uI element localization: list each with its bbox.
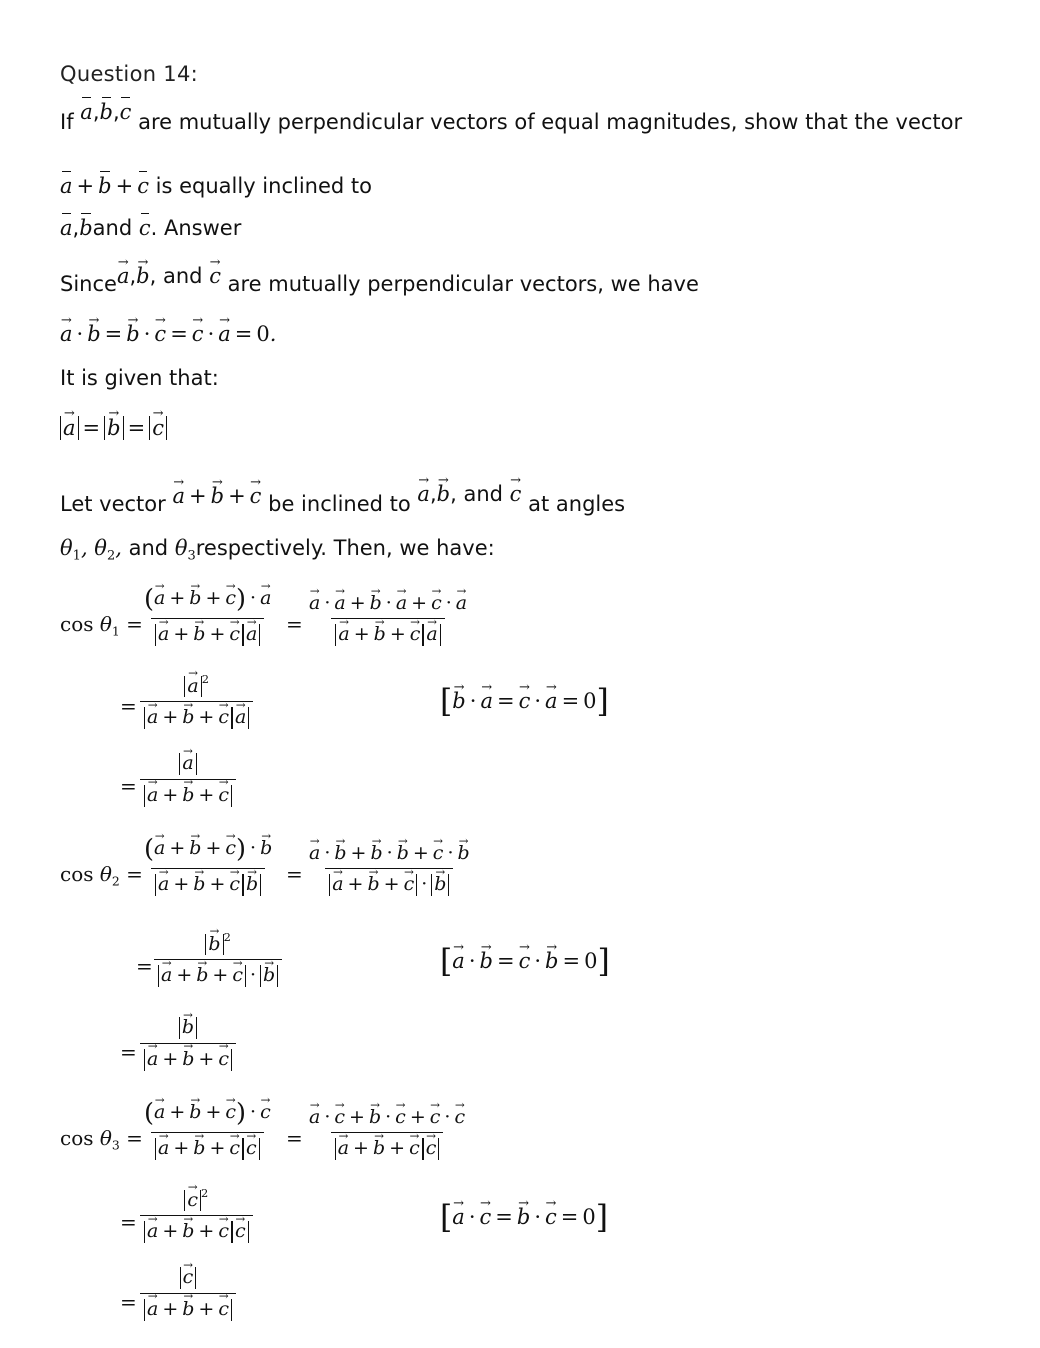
math-symbol-cos: cos bbox=[60, 1126, 94, 1150]
math-symbol-b: b → bbox=[334, 842, 346, 864]
math-symbol-b: b → bbox=[434, 874, 446, 896]
thetas-line: $\theta_1$, $\theta_2$, and $\theta_3respectively$. Then, we have: bbox=[60, 536, 495, 564]
math-symbol-a: a → bbox=[117, 264, 130, 288]
math-symbol-one: 1 bbox=[72, 548, 81, 564]
math-symbol-a: a → bbox=[154, 1101, 165, 1123]
math-symbol-c: c → bbox=[246, 1138, 257, 1160]
math-symbol-c: c → bbox=[218, 1049, 229, 1071]
math-symbol-c: c → bbox=[235, 1221, 246, 1243]
math-symbol-a: a → bbox=[158, 1138, 169, 1160]
math-symbol-c: c → bbox=[225, 837, 236, 859]
math-symbol-zero: 0 bbox=[584, 949, 598, 974]
math-symbol-b: b → bbox=[126, 322, 139, 346]
math-symbol-cos: cos bbox=[60, 612, 94, 636]
cos-theta-3-frac-b: $\frac{a \to \cdot c \to + b \to \cdot c \to + c \to \cdot c \to}{a \to + b \to + c \to c}$ → bbox=[305, 1106, 469, 1160]
math-symbol-c: c → bbox=[519, 689, 531, 713]
math-symbol-and_c: and bbox=[162, 264, 203, 288]
since-text: Since bbox=[60, 272, 117, 296]
math-symbol-theta: θ bbox=[99, 862, 112, 886]
math-symbol-c: c → bbox=[218, 1299, 229, 1321]
statement-line-1 bbox=[60, 100, 963, 134]
cos-theta-2-frac-b: $\frac{a \to \cdot b \to + b \to \cdot b \to + c \to \cdot b \to}{a \to + b \to + c \to \cdot b}$ → bbox=[305, 842, 474, 896]
math-symbol-let_vector: Let vector bbox=[60, 492, 166, 516]
math-symbol-a: a → bbox=[417, 482, 430, 506]
math-symbol-b: b → bbox=[373, 1138, 385, 1160]
math-symbol-c: c → bbox=[250, 484, 262, 508]
math-symbol-c: c → bbox=[218, 707, 229, 729]
math-symbol-a: a → bbox=[172, 484, 185, 508]
math-symbol-c: c → bbox=[410, 624, 421, 646]
math-symbol-one: 1 bbox=[111, 623, 120, 639]
math-symbol-b: b → bbox=[517, 1205, 530, 1229]
math-symbol-c: c → bbox=[192, 322, 204, 346]
math-symbol-sq: 2 bbox=[201, 1186, 209, 1200]
math-symbol-b: b → bbox=[246, 874, 258, 896]
math-symbol-a: a → bbox=[182, 753, 193, 775]
math-symbol-c: c → bbox=[225, 587, 236, 609]
math-symbol-c: c → bbox=[187, 1190, 198, 1212]
math-symbol-theta: θ bbox=[60, 536, 73, 560]
math-symbol-b: b → bbox=[193, 874, 205, 896]
math-symbol-c: c → bbox=[431, 592, 442, 614]
cos-theta-1-frac-a: $\frac{(a \to + b \to + c \to) \cdot a \to}{a \to + b \to + c \to a}$ → bbox=[140, 584, 275, 646]
math-symbol-c: c → bbox=[545, 1205, 557, 1229]
math-symbol-a: a → bbox=[260, 587, 271, 609]
math-symbol-c: c → bbox=[395, 1106, 406, 1128]
question-title: Question 14: bbox=[60, 62, 198, 86]
math-symbol-a: a → bbox=[147, 1049, 158, 1071]
math-symbol-a: a → bbox=[456, 592, 467, 614]
cos-theta-1-label: $\cos \theta_1$ = bbox=[60, 612, 143, 639]
answer-text: . Answer bbox=[150, 216, 242, 240]
math-symbol-b: b → bbox=[480, 949, 493, 973]
math-symbol-c: c → bbox=[260, 1101, 271, 1123]
math-symbol-be_inclined: be inclined to bbox=[268, 492, 411, 516]
dot-product-zero: a → · b → = b → · c → = c → · a → = 0. bbox=[60, 322, 276, 346]
math-symbol-b: b → bbox=[182, 1049, 194, 1071]
math-symbol-b: b → bbox=[370, 842, 382, 864]
perp-text: are mutually perpendicular vectors, we have bbox=[227, 272, 699, 296]
inclined-text: is equally inclined to bbox=[155, 174, 372, 198]
math-symbol-b: b bbox=[79, 216, 93, 240]
math-symbol-b: b → bbox=[182, 707, 194, 729]
statement-rest: are mutually perpendicular vectors of equal magnitudes, show that the vector bbox=[138, 110, 963, 134]
math-symbol-b: b → bbox=[193, 1138, 205, 1160]
math-symbol-a: a → bbox=[60, 322, 73, 346]
let-vector-line: Let vector a → + b → + c → be inclined to a →,b →, and c → at angles bbox=[60, 492, 625, 516]
math-symbol-theta: θ bbox=[174, 536, 188, 560]
math-symbol-a: a → bbox=[338, 624, 349, 646]
math-symbol-and2: and bbox=[463, 482, 503, 506]
math-symbol-b: b → bbox=[457, 842, 469, 864]
math-symbol-two: 2 bbox=[111, 873, 120, 889]
math-symbol-a: a → bbox=[147, 1299, 158, 1321]
math-symbol-three: 3 bbox=[187, 548, 196, 564]
math-symbol-a: a → bbox=[480, 689, 493, 713]
math-symbol-and3: and bbox=[128, 536, 169, 560]
math-symbol-b: b → bbox=[260, 837, 272, 859]
math-symbol-b: b → bbox=[370, 592, 382, 614]
math-symbol-c: c → bbox=[229, 624, 240, 646]
math-symbol-zero: 0 bbox=[583, 689, 597, 714]
math-symbol-a: a bbox=[80, 100, 93, 124]
math-symbol-a: a → bbox=[218, 322, 231, 346]
cos-theta-1-step-3: $\frac{a \to}{a \to + b \to + c}$ → bbox=[140, 752, 236, 807]
math-symbol-c: c → bbox=[480, 1205, 492, 1229]
math-symbol-a: a → bbox=[309, 592, 320, 614]
math-symbol-a: a → bbox=[334, 592, 345, 614]
math-symbol-b: b → bbox=[107, 416, 120, 440]
math-symbol-c: c bbox=[119, 100, 132, 124]
math-symbol-a: a → bbox=[147, 1221, 158, 1243]
math-symbol-three: 3 bbox=[111, 1137, 120, 1153]
math-symbol-c: c bbox=[138, 216, 151, 240]
math-symbol-sq: 2 bbox=[201, 672, 209, 686]
math-symbol-c: c → bbox=[183, 1267, 194, 1289]
math-symbol-a: a → bbox=[396, 592, 407, 614]
abc-vectors: a,b,c bbox=[80, 100, 132, 124]
note-1: [b → · a → = c → · a → = 0] bbox=[440, 684, 609, 720]
math-symbol-b: b → bbox=[437, 482, 450, 506]
math-symbol-a: a → bbox=[545, 689, 558, 713]
math-symbol-b: b → bbox=[211, 484, 224, 508]
math-symbol-at_angles: at angles bbox=[528, 492, 626, 516]
math-symbol-sq: 2 bbox=[223, 930, 231, 944]
math-symbol-a: a → bbox=[187, 676, 198, 698]
math-symbol-a: a → bbox=[452, 949, 465, 973]
math-symbol-a: a bbox=[60, 174, 73, 198]
math-symbol-c: c → bbox=[229, 874, 240, 896]
math-symbol-c: c → bbox=[152, 416, 164, 440]
math-symbol-a: a → bbox=[338, 1138, 349, 1160]
math-symbol-b: b → bbox=[208, 934, 220, 956]
since-line: Sincea →,b →, and c → are mutually perpendicular vectors, we have bbox=[60, 272, 699, 296]
cos-theta-3-step-2: $\frac{c \to ^2}{a \to + b \to + c \to c}$ → bbox=[140, 1186, 253, 1243]
math-symbol-a: a → bbox=[426, 624, 437, 646]
math-symbol-c: c → bbox=[510, 482, 522, 506]
math-symbol-b: b → bbox=[369, 1106, 381, 1128]
cos-theta-3-frac-a: $\frac{(a \to + b \to + c \to) \cdot c \to}{a \to + b \to + c \to c}$ → bbox=[140, 1098, 275, 1160]
math-symbol-a: a → bbox=[235, 707, 246, 729]
math-symbol-a: a → bbox=[147, 707, 158, 729]
math-symbol-b: b → bbox=[367, 874, 379, 896]
math-symbol-b: b → bbox=[182, 785, 194, 807]
math-symbol-a: a bbox=[60, 216, 73, 240]
statement-line-2: a + b + c is equally inclined to bbox=[60, 174, 372, 198]
math-symbol-b: b → bbox=[374, 624, 386, 646]
math-symbol-two: 2 bbox=[106, 548, 116, 564]
math-symbol-theta: θ bbox=[94, 536, 107, 560]
math-symbol-a: a → bbox=[246, 624, 257, 646]
math-symbol-cos: cos bbox=[60, 862, 94, 886]
math-symbol-a: a → bbox=[452, 1205, 465, 1229]
math-symbol-b: b → bbox=[189, 1101, 201, 1123]
cos-theta-1-step-2: $\frac{a \to ^2}{a \to + b \to + c \to a}$ → bbox=[140, 672, 253, 729]
math-symbol-zero: 0 bbox=[582, 1205, 596, 1230]
math-symbol-b: b → bbox=[189, 837, 201, 859]
math-symbol-c: c → bbox=[209, 264, 221, 288]
math-symbol-c: c → bbox=[433, 842, 444, 864]
math-symbol-c: c → bbox=[232, 965, 243, 987]
math-symbol-c: c → bbox=[430, 1106, 441, 1128]
math-symbol-a: a → bbox=[154, 587, 165, 609]
math-symbol-c: c → bbox=[519, 949, 531, 973]
note-2: [a → · b → = c → · b → = 0] bbox=[440, 944, 610, 980]
math-symbol-b: b → bbox=[189, 587, 201, 609]
math-symbol-a: a → bbox=[63, 416, 76, 440]
math-symbol-b: b bbox=[98, 174, 112, 198]
math-symbol-c: c → bbox=[334, 1106, 345, 1128]
math-symbol-c: c → bbox=[409, 1138, 420, 1160]
math-symbol-b: b → bbox=[182, 1221, 194, 1243]
math-symbol-b: b → bbox=[397, 842, 409, 864]
math-symbol-b: b → bbox=[196, 965, 208, 987]
math-symbol-b: b → bbox=[193, 624, 205, 646]
math-symbol-c: c → bbox=[154, 322, 166, 346]
math-symbol-a: a → bbox=[154, 837, 165, 859]
math-symbol-c: c → bbox=[229, 1138, 240, 1160]
math-symbol-b: b → bbox=[545, 949, 558, 973]
math-symbol-c: c → bbox=[218, 785, 229, 807]
math-symbol-b: b → bbox=[263, 965, 275, 987]
magnitudes-equal: a → = b → = c → bbox=[60, 416, 167, 440]
math-symbol-a: a → bbox=[309, 1106, 320, 1128]
math-symbol-respectively: respectively. Then, we have: bbox=[195, 536, 495, 560]
math-symbol-c: c → bbox=[454, 1106, 465, 1128]
statement-line-3: a,band c. Answer bbox=[60, 216, 242, 240]
given-text: It is given that: bbox=[60, 366, 219, 390]
and-text: and bbox=[92, 216, 133, 240]
cos-theta-2-label: $\cos \theta_2$ = bbox=[60, 862, 143, 889]
math-symbol-c: c → bbox=[225, 1101, 236, 1123]
math-symbol-a: a → bbox=[161, 965, 172, 987]
math-symbol-a: a → bbox=[147, 785, 158, 807]
math-symbol-b: b → bbox=[87, 322, 100, 346]
math-symbol-b: b → bbox=[182, 1299, 194, 1321]
math-symbol-c: c → bbox=[426, 1138, 437, 1160]
math-symbol-c: c → bbox=[404, 874, 415, 896]
cos-theta-2-frac-a: $\frac{(a \to + b \to + c \to) \cdot b \to}{a \to + b \to + c \to b}$ → bbox=[140, 834, 276, 896]
cos-theta-2-step-2: $\frac{b \to ^2}{a \to + b \to + c \to \cdot b}$ → bbox=[154, 930, 282, 987]
math-symbol-theta: θ bbox=[99, 612, 112, 636]
note-3: [a → · c → = b → · c → = 0] bbox=[440, 1200, 608, 1236]
cos-theta-3-step-3: $\frac{c \to}{a \to + b \to + c}$ → bbox=[140, 1266, 236, 1321]
math-symbol-a: a → bbox=[309, 842, 320, 864]
math-symbol-a: a → bbox=[158, 624, 169, 646]
cos-theta-3-label: $\cos \theta_3$ = bbox=[60, 1126, 143, 1153]
math-symbol-theta: θ bbox=[99, 1126, 112, 1150]
if-text: If bbox=[60, 110, 74, 134]
math-symbol-c: c → bbox=[218, 1221, 229, 1243]
cos-theta-2-step-3: $\frac{b \to}{a \to + b \to + c}$ → bbox=[140, 1016, 236, 1071]
math-symbol-a: a → bbox=[158, 874, 169, 896]
cos-theta-1-frac-b: $\frac{a \to \cdot a \to + b \to \cdot a \to + c \to \cdot a \to}{a \to + b \to + c \to a}$ → bbox=[305, 592, 471, 646]
math-symbol-b: b bbox=[99, 100, 113, 124]
math-symbol-b: b → bbox=[136, 264, 149, 288]
math-symbol-zero: 0 bbox=[256, 322, 270, 346]
math-symbol-c: c bbox=[137, 174, 149, 198]
math-symbol-a: a → bbox=[332, 874, 343, 896]
math-symbol-b: b → bbox=[452, 689, 465, 713]
math-symbol-b: b → bbox=[182, 1017, 194, 1039]
